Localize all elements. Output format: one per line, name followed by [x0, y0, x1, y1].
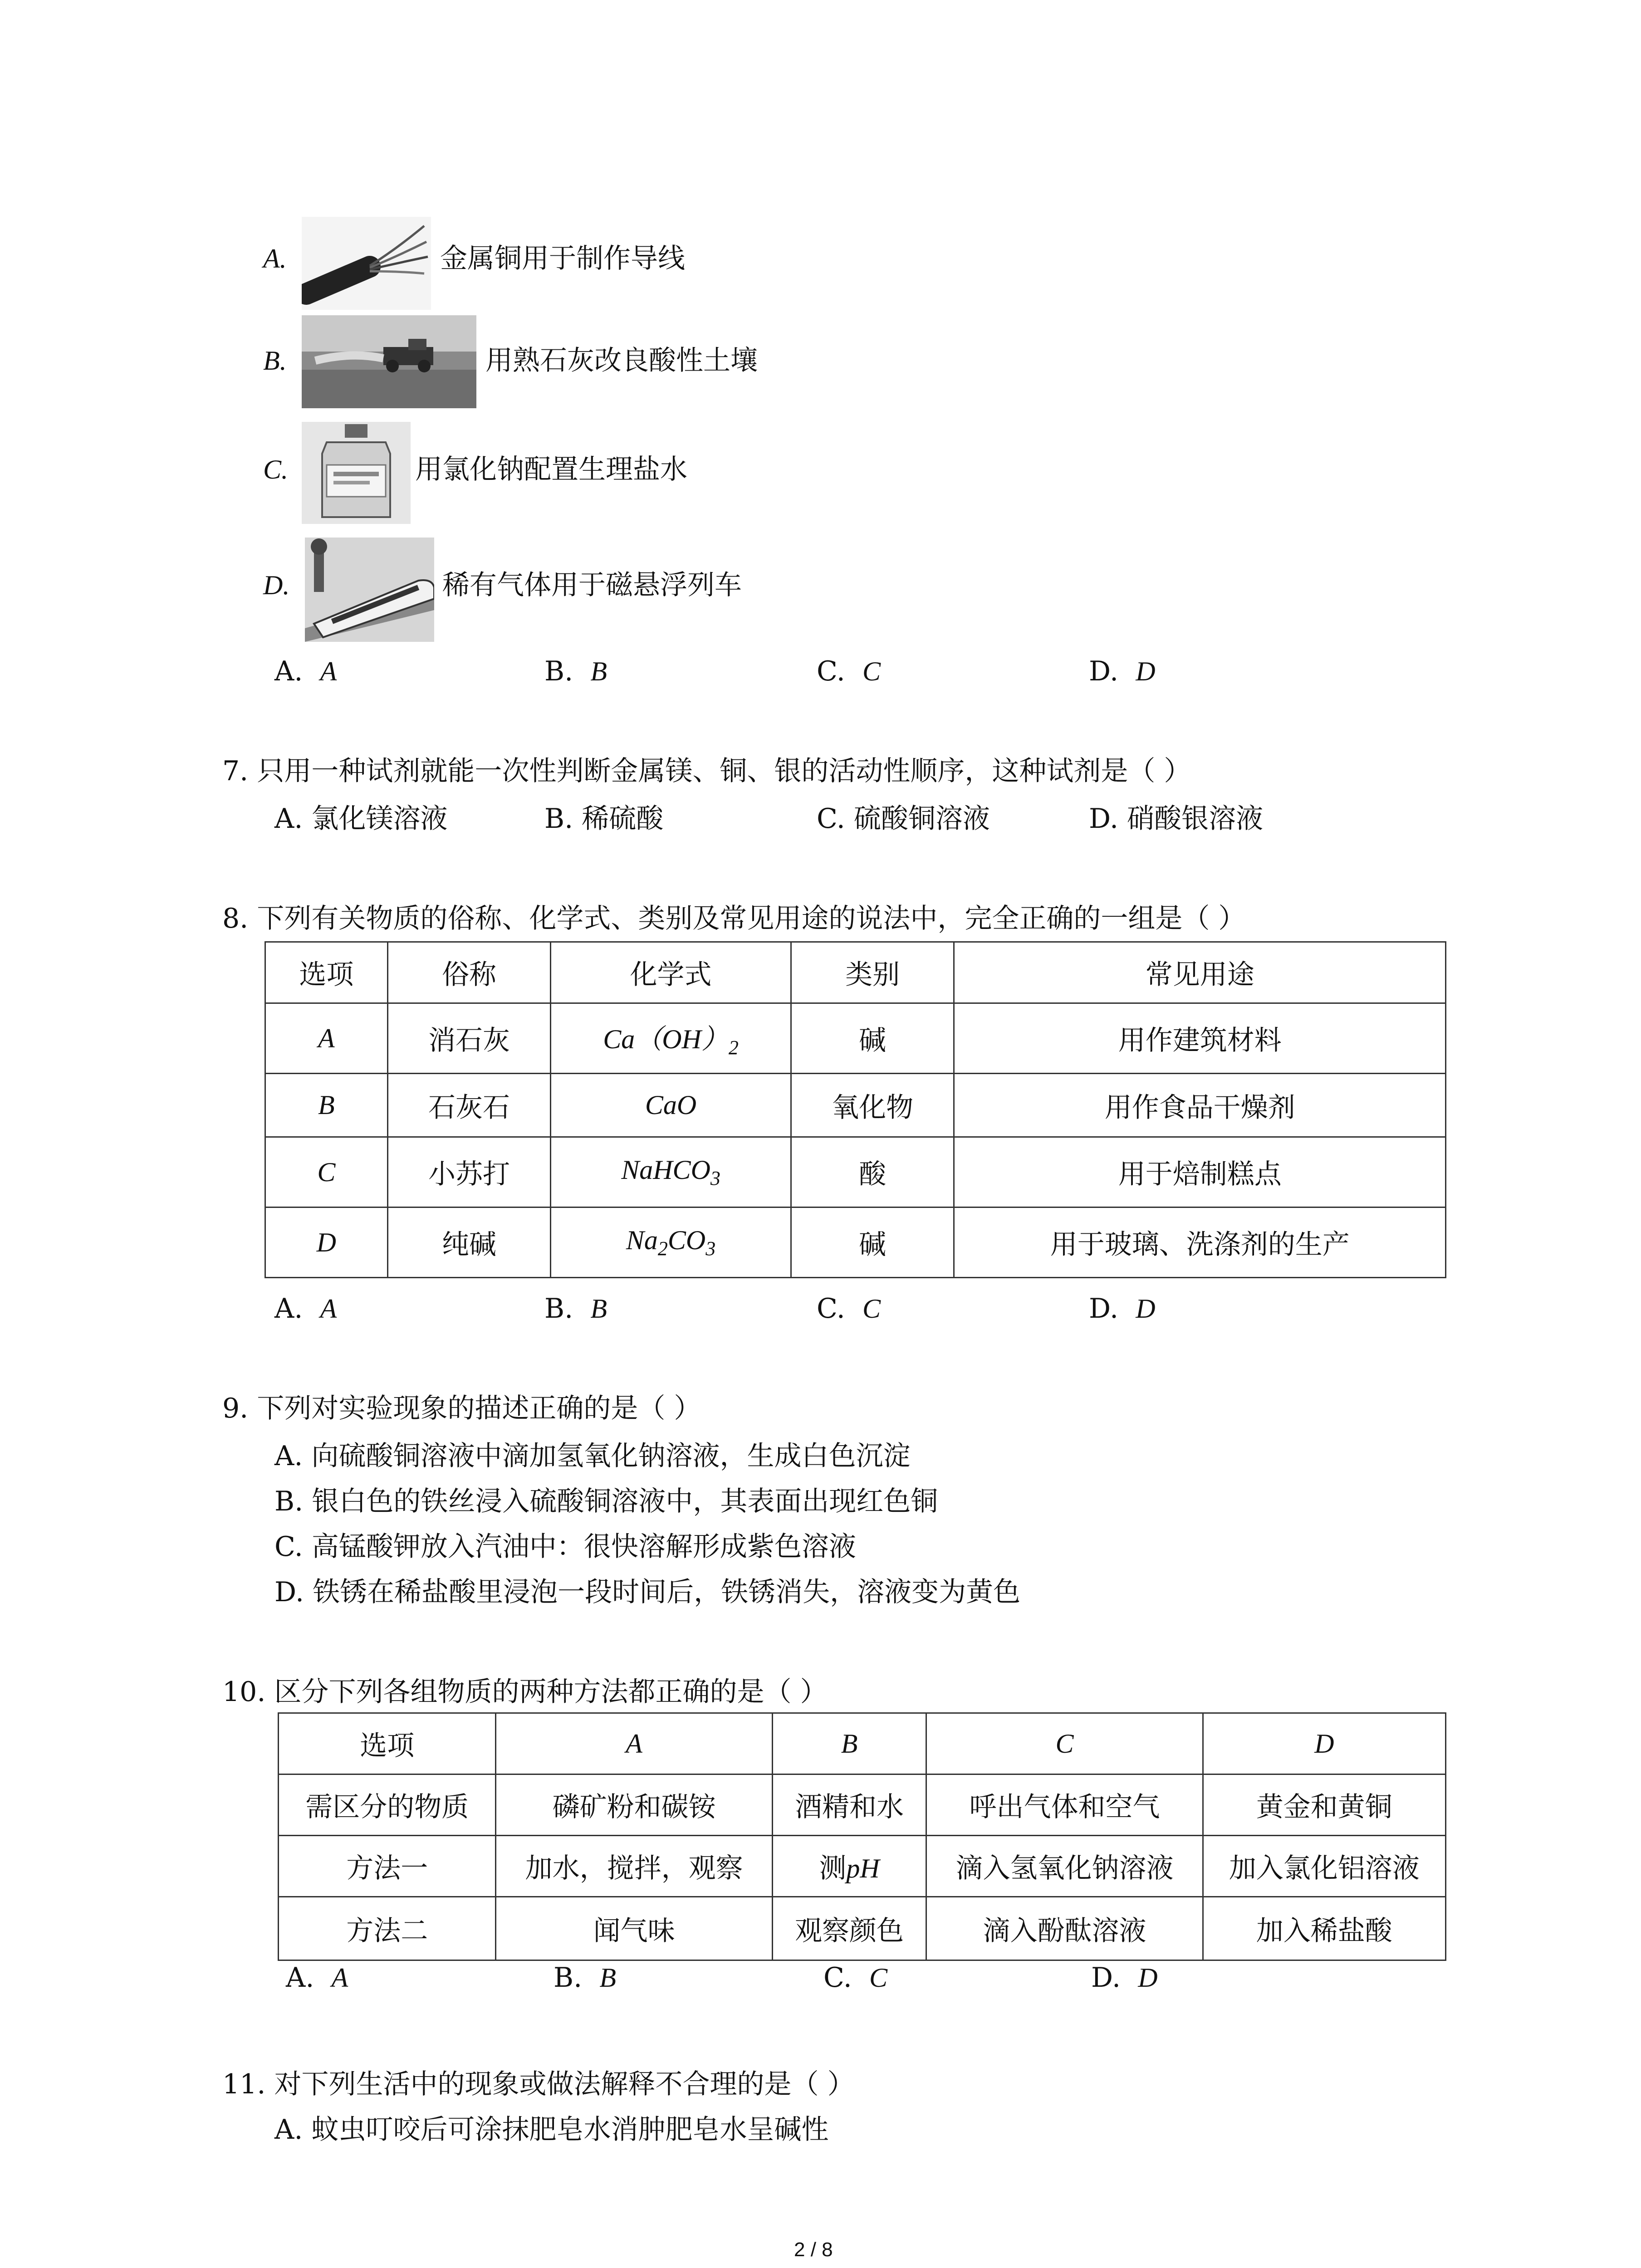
page-number: 2 / 8 — [794, 2239, 833, 2261]
header-cell: D — [1203, 1713, 1445, 1774]
table-cell: 磷矿粉和碳铵 — [496, 1774, 772, 1836]
q6-item-a-text: 金属铜用于制作导线 — [440, 243, 685, 274]
q8-choice-a[interactable]: A. A — [274, 1293, 337, 1325]
q7-stem: 7. 只用一种试剂就能一次性判断金属镁、铜、银的活动性顺序，这种试剂是（ ） — [222, 755, 1191, 787]
name-cell: 纯碱 — [387, 1207, 551, 1278]
q7-choice-b[interactable]: B. 稀硫酸 — [544, 803, 664, 835]
option-cell: A — [265, 1003, 388, 1074]
name-cell: 消石灰 — [387, 1003, 551, 1074]
table-cell: 观察颜色 — [772, 1897, 926, 1960]
category-cell: 酸 — [791, 1137, 954, 1207]
header-cell: 化学式 — [551, 942, 791, 1003]
header-cell: 俗称 — [387, 942, 551, 1003]
q6-choice-a[interactable]: A. A — [274, 655, 337, 687]
table-cell: 加入稀盐酸 — [1203, 1897, 1445, 1960]
q10-choice-d[interactable]: D. D — [1091, 1962, 1158, 1994]
q8-table — [265, 941, 1446, 1278]
q6-item-d-letter: D. — [263, 570, 290, 600]
copper-wire-photo — [302, 217, 431, 310]
option-cell: D — [265, 1207, 388, 1278]
q7-choice-c[interactable]: C. 硫酸铜溶液 — [817, 803, 990, 835]
table-cell: 呼出气体和空气 — [926, 1774, 1203, 1836]
table-row — [265, 1137, 1446, 1207]
table-cell: 滴入酚酞溶液 — [926, 1897, 1203, 1960]
name-cell: 小苏打 — [387, 1137, 551, 1207]
saline-bottle-photo — [302, 422, 411, 524]
table-cell: 方法一 — [279, 1836, 496, 1897]
category-cell: 碱 — [791, 1003, 954, 1074]
use-cell: 用于玻璃、洗涤剂的生产 — [954, 1207, 1446, 1278]
name-cell: 石灰石 — [387, 1074, 551, 1137]
q10-choice-c[interactable]: C. C — [823, 1962, 888, 1994]
category-cell: 碱 — [791, 1207, 954, 1278]
table-row — [265, 1207, 1446, 1278]
formula-cell: $Ca(OH)_2$ — [551, 1003, 791, 1074]
q9-option-a[interactable]: A. 向硫酸铜溶液中滴加氢氧化钠溶液，生成白色沉淀 — [274, 1440, 911, 1472]
table-cell: 方法二 — [279, 1897, 496, 1960]
use-cell: 用作建筑材料 — [954, 1003, 1446, 1074]
q6-choice-c[interactable]: C. C — [817, 655, 881, 687]
q10-choice-a[interactable]: A. A — [286, 1962, 348, 1994]
table-row — [265, 1074, 1446, 1137]
q6-item-d-text: 稀有气体用于磁悬浮列车 — [442, 569, 742, 601]
table-row — [279, 1774, 1446, 1836]
q8-choice-c[interactable]: C. C — [817, 1293, 881, 1325]
q9-option-c[interactable]: C. 高锰酸钾放入汽油中：很快溶解形成紫色溶液 — [274, 1531, 856, 1563]
table-row — [265, 1003, 1446, 1074]
q9-option-b[interactable]: B. 银白色的铁丝浸入硫酸铜溶液中，其表面出现红色铜 — [274, 1486, 938, 1517]
table-header-row — [265, 942, 1446, 1003]
q6-item-c-letter: C. — [263, 455, 289, 484]
q11-option-a[interactable]: A. 蚊虫叮咬后可涂抹肥皂水消肿肥皂水呈碱性 — [274, 2114, 829, 2146]
header-cell: C — [926, 1713, 1203, 1774]
header-cell: 常见用途 — [954, 942, 1446, 1003]
table-cell: 滴入氢氧化钠溶液 — [926, 1836, 1203, 1897]
farm-tractor-photo — [302, 315, 476, 408]
table-cell: 需区分的物质 — [279, 1774, 496, 1836]
formula-cell: $Na_2CO_3$ — [551, 1207, 791, 1278]
table-cell: 加入氯化铝溶液 — [1203, 1836, 1445, 1897]
q6-item-a-letter: A. — [263, 244, 287, 274]
q11-stem: 11. 对下列生活中的现象或做法解释不合理的是（ ） — [222, 2068, 855, 2100]
q9-option-d[interactable]: D. 铁锈在稀盐酸里浸泡一段时间后，铁锈消失，溶液变为黄色 — [274, 1576, 1021, 1608]
table-cell: 黄金和黄铜 — [1203, 1774, 1445, 1836]
q6-choice-d[interactable]: D. D — [1089, 655, 1156, 687]
header-cell: 选项 — [265, 942, 388, 1003]
q7-choice-d[interactable]: D. 硝酸银溶液 — [1089, 803, 1264, 835]
formula-cell: CaO — [551, 1074, 791, 1137]
q7-choice-a[interactable]: A. 氯化镁溶液 — [274, 803, 448, 835]
use-cell: 用于焙制糕点 — [954, 1137, 1446, 1207]
maglev-train-photo — [305, 538, 434, 642]
q10-table — [278, 1712, 1446, 1961]
header-cell: A — [496, 1713, 772, 1774]
formula-cell: NaHCO$_3$ — [551, 1137, 791, 1207]
q10-choice-b[interactable]: B. B — [554, 1962, 616, 1994]
header-cell: 类别 — [791, 942, 954, 1003]
table-cell: 酒精和水 — [772, 1774, 926, 1836]
q8-choice-b[interactable]: B. B — [544, 1293, 607, 1325]
q10-stem: 10. 区分下列各组物质的两种方法都正确的是（ ） — [222, 1676, 828, 1708]
use-cell: 用作食品干燥剂 — [954, 1074, 1446, 1137]
category-cell: 氧化物 — [791, 1074, 954, 1137]
table-cell: 加水，搅拌，观察 — [496, 1836, 772, 1897]
q6-item-c-text: 用氯化钠配置生理盐水 — [415, 454, 687, 485]
option-cell: C — [265, 1137, 388, 1207]
table-row — [279, 1897, 1446, 1960]
header-cell: 选项 — [279, 1713, 496, 1774]
q8-stem: 8. 下列有关物质的俗称、化学式、类别及常见用途的说法中，完全正确的一组是（ ） — [222, 903, 1246, 934]
q8-choice-d[interactable]: D. D — [1089, 1293, 1156, 1325]
option-cell: B — [265, 1074, 388, 1137]
q6-item-b-letter: B. — [263, 346, 287, 376]
table-row — [279, 1836, 1446, 1897]
table-header-row — [279, 1713, 1446, 1774]
header-cell: B — [772, 1713, 926, 1774]
table-cell: 闻气味 — [496, 1897, 772, 1960]
q9-stem: 9. 下列对实验现象的描述正确的是（ ） — [222, 1393, 701, 1424]
q6-choice-b[interactable]: B. B — [544, 655, 607, 687]
table-cell: 测pH — [772, 1836, 926, 1897]
q6-item-b-text: 用熟石灰改良酸性土壤 — [485, 345, 758, 376]
